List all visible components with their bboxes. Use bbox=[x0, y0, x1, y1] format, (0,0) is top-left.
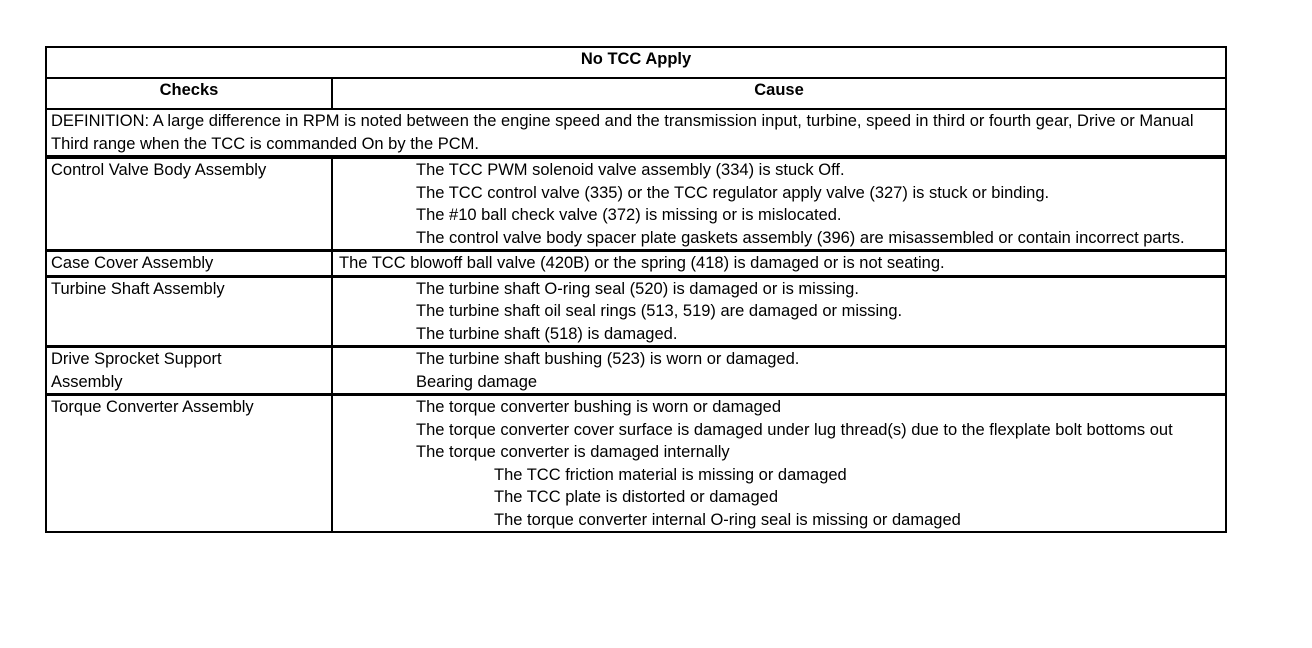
definition-text: DEFINITION: A large difference in RPM is noted between the engine speed and the transmission input, turbine, speed in third or fourth gear, Drive or Manual Third range when the TCC is commanded On by the PCM. bbox=[46, 109, 1226, 157]
table-title-row bbox=[46, 47, 1226, 78]
document-page bbox=[45, 46, 1225, 533]
diagnosis-table bbox=[45, 46, 1227, 533]
cause-subitem: The TCC plate is distorted or damaged bbox=[494, 488, 779, 506]
table-row bbox=[46, 157, 1226, 251]
definition-row bbox=[46, 109, 1226, 157]
check-cell: Case Cover Assembly bbox=[46, 251, 332, 277]
table-row bbox=[46, 395, 1226, 533]
cause-item: The torque converter cover surface is damaged under lug thread(s) due to the flexplate bolt bottoms out bbox=[416, 420, 1173, 439]
cause-item: The turbine shaft O-ring seal (520) is damaged or is missing. bbox=[416, 279, 859, 298]
cause-cell bbox=[332, 276, 1226, 347]
checks-header: Checks bbox=[46, 78, 332, 109]
cause-item: The torque converter bushing is worn or damaged bbox=[416, 398, 782, 416]
cause-cell bbox=[332, 157, 1226, 251]
cause-cell bbox=[332, 347, 1226, 395]
cause-item: The turbine shaft oil seal rings (513, 519) are damaged or missing. bbox=[416, 302, 903, 320]
cause-item: The #10 ball check valve (372) is missing or is mislocated. bbox=[416, 206, 842, 224]
cause-item: The control valve body spacer plate gaskets assembly (396) are misassembled or contain incorrect parts. bbox=[416, 228, 1185, 247]
cause-item: The TCC blowoff ball valve (420B) or the spring (418) is damaged or is not seating. bbox=[339, 254, 945, 272]
cause-cell bbox=[332, 251, 1226, 277]
check-cell: Drive Sprocket Support Assembly bbox=[46, 347, 332, 395]
cause-subitem: The TCC friction material is missing or damaged bbox=[494, 465, 847, 484]
cause-header: Cause bbox=[332, 78, 1226, 109]
table-title: No TCC Apply bbox=[46, 47, 1226, 78]
table-row bbox=[46, 276, 1226, 347]
check-cell: Control Valve Body Assembly bbox=[46, 157, 332, 251]
cause-item: The turbine shaft (518) is damaged. bbox=[416, 324, 678, 343]
cause-item: The torque converter is damaged internally bbox=[416, 443, 730, 461]
table-row bbox=[46, 251, 1226, 277]
table-header-row bbox=[46, 78, 1226, 109]
check-cell: Turbine Shaft Assembly bbox=[46, 276, 332, 347]
cause-cell bbox=[332, 395, 1226, 533]
cause-item: The turbine shaft bushing (523) is worn or damaged. bbox=[416, 350, 800, 368]
cause-subitem: The torque converter internal O-ring seal is missing or damaged bbox=[494, 510, 961, 529]
check-cell: Torque Converter Assembly bbox=[46, 395, 332, 533]
table-row bbox=[46, 347, 1226, 395]
cause-item: Bearing damage bbox=[416, 372, 538, 391]
cause-item: The TCC PWM solenoid valve assembly (334) is stuck Off. bbox=[416, 161, 845, 179]
cause-item: The TCC control valve (335) or the TCC regulator apply valve (327) is stuck or binding. bbox=[416, 183, 1050, 202]
